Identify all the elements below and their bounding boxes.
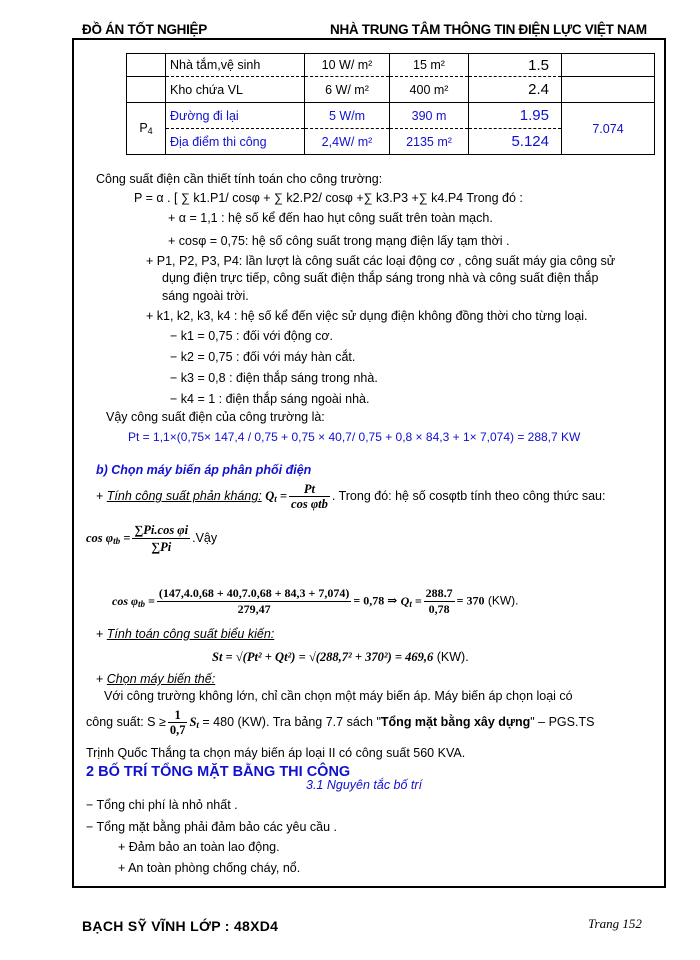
group-label: $P_4$: [127, 103, 166, 155]
power-table: [126, 53, 655, 155]
formula-line: P = α . [ ∑ k1.P1/ cosφ + ∑ k2.P2/ cosφ +∑ k3.P3 +∑ k4.P4 Trong đó :: [134, 191, 523, 205]
cell-area: 2135 m²: [390, 129, 469, 155]
text-line: − Tổng chi phí là nhỏ nhất .: [86, 798, 238, 812]
cell-rate: 5 W/m: [305, 103, 390, 129]
text-line: Công suất điện cần thiết tính toán cho công trường:: [96, 172, 383, 186]
reactive-power-line: + Tính công suất phản kháng: $Q_t$ = $\frac{Pt}{\text{cos φtb}}$ . Trong đó: hệ số cosφtb tính theo công thức sau:: [96, 482, 606, 511]
footer-author: BẠCH SỸ VĨNH LỚP : 48XD4: [82, 918, 279, 934]
cell-rate: 10 W/ m²: [305, 54, 390, 77]
text-line: + cosφ = 0,75: hệ số công suất trong mạng điện lấy tạm thời .: [168, 234, 510, 248]
cell-name: Địa điểm thi công: [166, 129, 305, 155]
text-line: − k4 = 1 : điện thắp sáng ngoài nhà.: [170, 392, 370, 406]
cell-name: Đường đi lại: [166, 103, 305, 129]
reactive-power-label: Tính công suất phản kháng:: [106, 488, 262, 503]
text-line: + Đảm bảo an toàn lao động.: [118, 840, 280, 854]
text-line: + P1, P2, P3, P4: lần lượt là công suất các loại động cơ , công suất máy gia công sử: [146, 254, 616, 268]
page-number: Trang 152: [588, 916, 642, 931]
cell-value: 5.124: [469, 129, 562, 155]
text-line: + An toàn phòng chống cháy, nổ.: [118, 861, 301, 875]
text-line: Với công trường không lớn, chỉ cần chọn một máy biến áp. Máy biến áp chọn loại có: [104, 689, 573, 703]
cell-name: Nhà tắm,vệ sinh: [166, 54, 305, 77]
text-line: − Tổng mặt bằng phải đảm bảo các yêu cầu .: [86, 820, 337, 834]
text-line: − k3 = 0,8 : điện thắp sáng trong nhà.: [170, 371, 378, 385]
apparent-power-line: + Tính toán công suất biểu kiến:: [96, 627, 275, 641]
result-line: Pt = 1,1×(0,75× 147,4 / 0,75 + 0,75 × 40,7/ 0,75 + 0,8 × 84,3 + 1× 7,074) = 288,7 KW: [128, 430, 581, 444]
transformer-line: + Chọn máy biến thế:: [96, 672, 216, 686]
transformer-formula: công suất: S ≥ $\frac{1}{0,7}$ $S_t = 480$ (KW). Tra bảng 7.7 sách "Tổng mặt bằng xây dựng" – PGS.TS: [86, 708, 595, 737]
group-total: 7.074: [562, 103, 655, 155]
text-line: + α = 1,1 : hệ số kể đến hao hụt công suất trên toàn mạch.: [168, 211, 493, 225]
text-line: Vậy công suất điện của công trường là:: [106, 410, 325, 424]
section-title: 2 BỐ TRÍ TỔNG MẶT BẰNG THI CÔNG: [86, 764, 351, 780]
table-row: [127, 103, 655, 129]
cell-area: 400 m²: [390, 77, 469, 103]
cell-rate: 6 W/ m²: [305, 77, 390, 103]
cell-rate: 2,4W/ m²: [305, 129, 390, 155]
subsection-title: 3.1 Nguyên tắc bố trí: [306, 778, 423, 792]
q-fraction: $\frac{Pt}{\text{cos φtb}}$: [291, 482, 328, 511]
cell-name: Kho chứa VL: [166, 77, 305, 103]
text-line: dụng điện trực tiếp, công suất điện thắp sáng trong nhà và công suất điện thắp: [162, 271, 599, 285]
text-line: sáng ngoài trời.: [162, 289, 249, 303]
apparent-power-formula: St = √(Pt² + Qt²) = √(288,7² + 370²) = 469,6 (KW).: [212, 650, 469, 664]
cos-formula: $\cos \varphi_{tb}$ = $\frac{\text{∑Pi.cos φi}}{\sum Pi}$ .Vậy: [86, 523, 218, 554]
table-row: [127, 77, 655, 103]
text-line: − k2 = 0,75 : đối với máy hàn cắt.: [170, 350, 356, 364]
header-right: NHÀ TRUNG TÂM THÔNG TIN ĐIỆN LỰC VIỆT NAM: [330, 22, 647, 37]
cell-area: 15 m²: [390, 54, 469, 77]
header-left: ĐỒ ÁN TỐT NGHIỆP: [82, 22, 207, 37]
section-heading: b) Chọn máy biến áp phân phối điện: [96, 463, 312, 477]
cell-value: 1.5: [469, 54, 562, 77]
cell-area: 390 m: [390, 103, 469, 129]
cos-calculation: $\cos \varphi_{tb}$ = $\frac{(147,4.0,68 + 40,7.0,68 + 84,3 + 7,074)}{279,47}$ = 0,78 ⇒ $Q_t$ = $\frac{288.7}{0,78}$ = 370 (KW).: [112, 586, 519, 616]
cell-value: 2.4: [469, 77, 562, 103]
cell-value: 1.95: [469, 103, 562, 129]
text-line: − k1 = 0,75 : đối với động cơ.: [170, 329, 334, 343]
table-row: [127, 54, 655, 77]
text-line: Trịnh Quốc Thắng ta chọn máy biến áp loại II có công suất 560 KVA.: [86, 746, 466, 760]
text-line: + k1, k2, k3, k4 : hệ số kể đến việc sử dụng điện không đồng thời cho từng loại.: [146, 309, 588, 323]
